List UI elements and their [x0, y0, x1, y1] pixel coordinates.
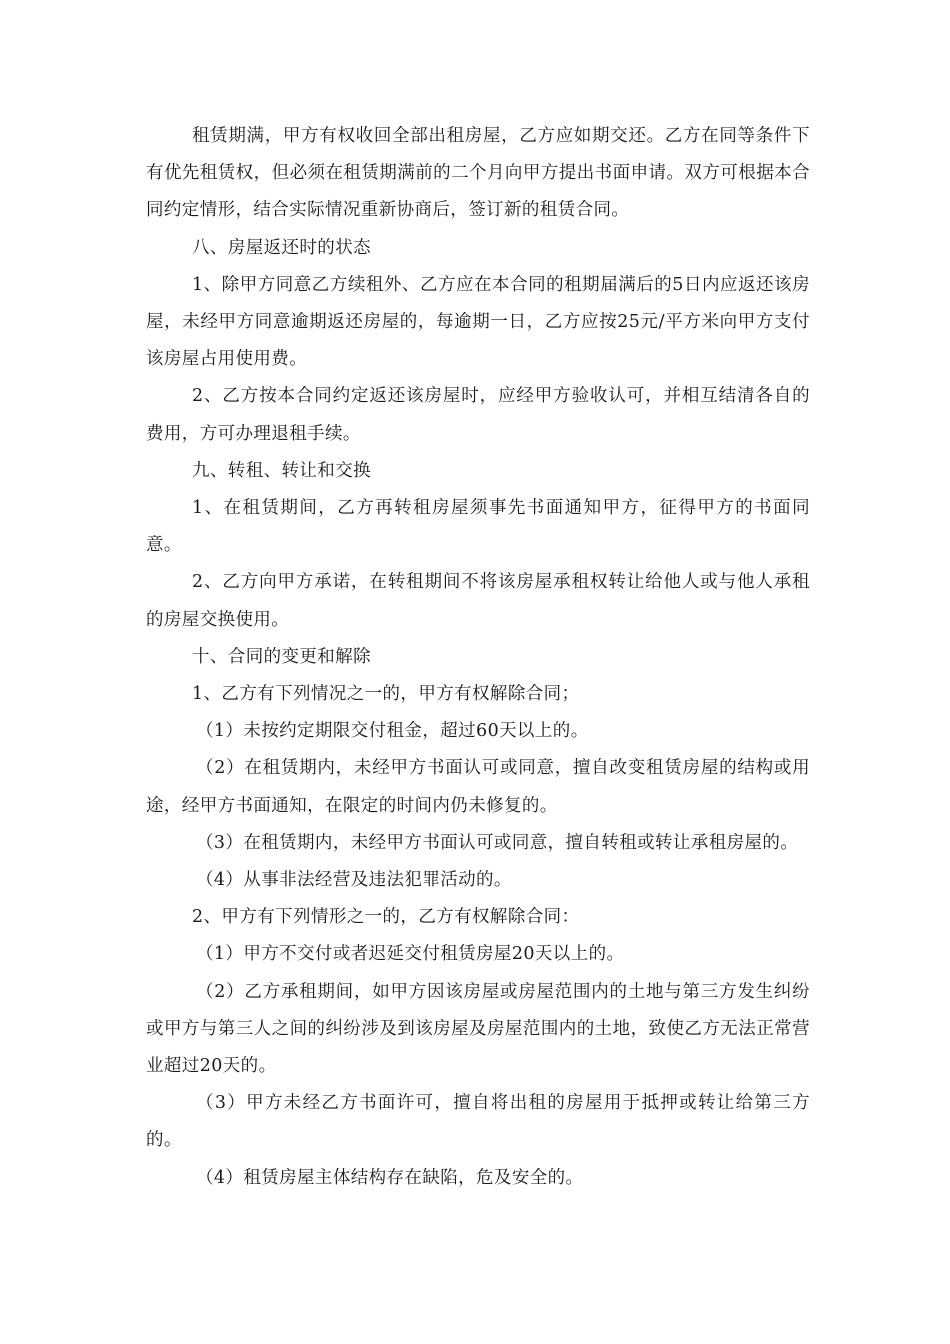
clause-9-1: 1、在租赁期间，乙方再转租房屋须事先书面通知甲方，征得甲方的书面同意。: [146, 498, 810, 556]
clause-10-2-sub-4: （4）租赁房屋主体结构存在缺陷，危及安全的。: [196, 1167, 584, 1188]
section-heading-9: 九、转租、转让和交换: [192, 460, 371, 481]
section-heading-10: 十、合同的变更和解除: [192, 646, 371, 667]
document-body: [146, 118, 810, 1197]
paragraph-lease-expiry: 租赁期满，甲方有权收回全部出租房屋，乙方应如期交还。乙方在同等条件下有优先租赁权，但必须在租赁期满前的二个月向甲方提出书面申请。双方可根据本合同约定情形，结合实际情况重新协商后，签订新的租赁合同。: [146, 126, 810, 221]
clause-10-2: 2、甲方有下列情形之一的，乙方有权解除合同：: [192, 907, 580, 928]
clause-10-2-sub-3: （3）甲方未经乙方书面许可，擅自将出租的房屋用于抵押或转让给第三方的。: [146, 1093, 810, 1151]
clause-10-1: 1、乙方有下列情况之一的，甲方有权解除合同；: [192, 684, 580, 705]
clause-10-1-sub-4: （4）从事非法经营及违法犯罪活动的。: [196, 870, 512, 891]
clause-8-1: 1、除甲方同意乙方续租外、乙方应在本合同的租期届满后的5日内应返还该房屋，未经甲方同意逾期返还房屋的，每逾期一日，乙方应按25元/平方米向甲方支付该房屋占用使用费。: [146, 274, 810, 370]
clause-9-2: 2、乙方向甲方承诺，在转租期间不将该房屋承租权转让给他人或与他人承租的房屋交换使用。: [146, 572, 810, 630]
clause-10-2-sub-2: （2）乙方承租期间，如甲方因该房屋或房屋范围内的土地与第三方发生纠纷或甲方与第三人之间的纠纷涉及到该房屋及房屋范围内的土地，致使乙方无法正常营业超过20天的。: [146, 981, 810, 1077]
clause-10-2-sub-1: （1）甲方不交付或者迟延交付租赁房屋20天以上的。: [196, 944, 625, 965]
clause-10-1-sub-3: （3）在租赁期内，未经甲方书面认可或同意，擅自转租或转让承租房屋的。: [196, 832, 799, 853]
clause-8-2: 2、乙方按本合同约定返还该房屋时，应经甲方验收认可，并相互结清各自的费用，方可办理退租手续。: [146, 386, 810, 444]
section-heading-8: 八、房屋返还时的状态: [192, 237, 371, 258]
clause-10-1-sub-2: （2）在租赁期内，未经甲方书面认可或同意，擅自改变租赁房屋的结构或用途，经甲方书面通知，在限定的时间内仍未修复的。: [146, 758, 810, 816]
clause-10-1-sub-1: （1）未按约定期限交付租金，超过60天以上的。: [196, 721, 589, 742]
